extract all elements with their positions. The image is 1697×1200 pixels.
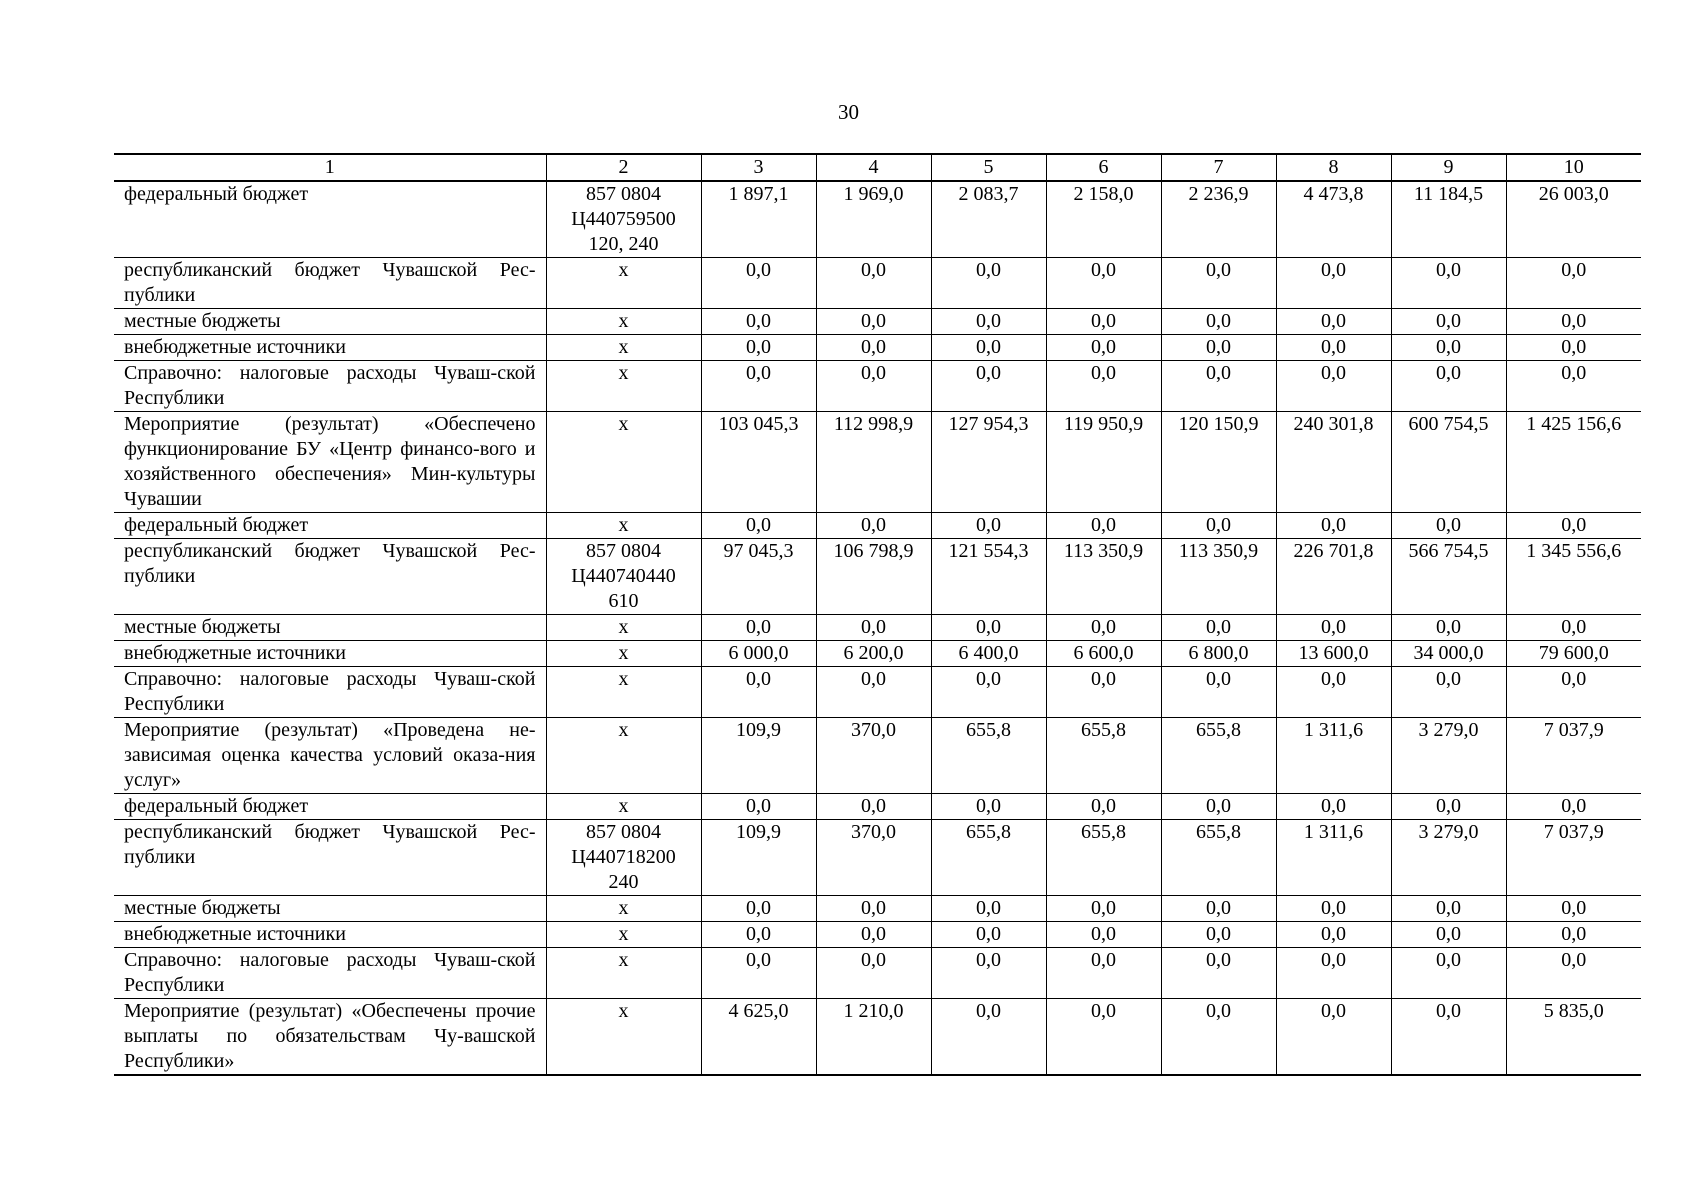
value-cell: 106 798,9 [816, 539, 931, 615]
column-header: 2 [546, 154, 701, 181]
value-cell: 0,0 [1276, 513, 1391, 539]
row-name: внебюджетные источники [114, 922, 546, 948]
column-header: 4 [816, 154, 931, 181]
row-name: федеральный бюджет [114, 794, 546, 820]
value-cell: 0,0 [701, 335, 816, 361]
value-cell: 0,0 [1046, 615, 1161, 641]
row-name: внебюджетные источники [114, 335, 546, 361]
value-cell: 0,0 [816, 513, 931, 539]
value-cell: 4 625,0 [701, 999, 816, 1076]
table-row [114, 999, 1641, 1076]
value-cell: 0,0 [1391, 896, 1506, 922]
value-cell: 0,0 [1506, 615, 1641, 641]
table-row [114, 615, 1641, 641]
value-cell: 0,0 [701, 896, 816, 922]
row-name: Справочно: налоговые расходы Чуваш-ской Республики [114, 361, 546, 412]
value-cell: 0,0 [1276, 361, 1391, 412]
table-row [114, 667, 1641, 718]
budget-code-line: 610 [608, 590, 639, 612]
value-cell: 0,0 [1046, 896, 1161, 922]
table-row [114, 896, 1641, 922]
value-cell: 0,0 [701, 794, 816, 820]
value-cell: 79 600,0 [1506, 641, 1641, 667]
value-cell: 0,0 [1046, 513, 1161, 539]
value-cell: 0,0 [816, 258, 931, 309]
row-name: федеральный бюджет [114, 513, 546, 539]
table-row [114, 258, 1641, 309]
value-cell: 0,0 [1161, 948, 1276, 999]
value-cell: 0,0 [1506, 922, 1641, 948]
value-cell: 13 600,0 [1276, 641, 1391, 667]
table-row [114, 309, 1641, 335]
budget-code [546, 718, 701, 794]
budget-code [546, 641, 701, 667]
row-name: республиканский бюджет Чувашской Рес-публики [114, 820, 546, 896]
value-cell: 0,0 [931, 361, 1046, 412]
value-cell: 0,0 [1506, 258, 1641, 309]
value-cell: 26 003,0 [1506, 181, 1641, 258]
value-cell: 0,0 [701, 667, 816, 718]
value-cell: 0,0 [1161, 922, 1276, 948]
value-cell: 127 954,3 [931, 412, 1046, 513]
table-row [114, 335, 1641, 361]
value-cell: 0,0 [1161, 896, 1276, 922]
value-cell: 0,0 [1161, 309, 1276, 335]
header-row [114, 154, 1641, 181]
value-cell: 0,0 [1046, 922, 1161, 948]
value-cell: 0,0 [1391, 513, 1506, 539]
budget-code-line: 857 0804 [586, 183, 661, 205]
value-cell: 97 045,3 [701, 539, 816, 615]
value-cell: 0,0 [1391, 794, 1506, 820]
budget-code-line: х [618, 259, 629, 281]
table-row [114, 412, 1641, 513]
budget-code-line: Ц440718200 [571, 846, 676, 868]
value-cell: 1 425 156,6 [1506, 412, 1641, 513]
budget-code [546, 820, 701, 896]
value-cell: 0,0 [1391, 615, 1506, 641]
budget-code [546, 896, 701, 922]
value-cell: 0,0 [1046, 335, 1161, 361]
value-cell: 0,0 [1046, 258, 1161, 309]
value-cell: 0,0 [1391, 999, 1506, 1076]
value-cell: 0,0 [1046, 361, 1161, 412]
budget-code [546, 999, 701, 1076]
budget-code [546, 309, 701, 335]
value-cell: 0,0 [1391, 309, 1506, 335]
row-name: местные бюджеты [114, 896, 546, 922]
budget-code-line: 240 [608, 871, 639, 893]
budget-code-line: 857 0804 [586, 540, 661, 562]
value-cell: 655,8 [931, 718, 1046, 794]
value-cell: 1 311,6 [1276, 820, 1391, 896]
table-row [114, 641, 1641, 667]
budget-code-line: Ц440759500 [571, 208, 676, 230]
value-cell: 112 998,9 [816, 412, 931, 513]
value-cell: 0,0 [1391, 922, 1506, 948]
row-name: республиканский бюджет Чувашской Рес-публики [114, 539, 546, 615]
value-cell: 11 184,5 [1391, 181, 1506, 258]
value-cell: 109,9 [701, 820, 816, 896]
value-cell: 6 200,0 [816, 641, 931, 667]
row-name: Мероприятие (результат) «Обеспечено функционирование БУ «Центр финансо-вого и хозяйственного обеспечения» Мин-культуры Чувашии [114, 412, 546, 513]
column-header: 1 [114, 154, 546, 181]
budget-code [546, 258, 701, 309]
value-cell: 0,0 [1276, 309, 1391, 335]
value-cell: 2 083,7 [931, 181, 1046, 258]
value-cell: 0,0 [816, 948, 931, 999]
budget-code [546, 922, 701, 948]
budget-code-line: 120, 240 [588, 233, 659, 255]
budget-code [546, 513, 701, 539]
value-cell: 0,0 [931, 667, 1046, 718]
table-body [114, 181, 1641, 1075]
value-cell: 655,8 [1161, 820, 1276, 896]
column-header: 5 [931, 154, 1046, 181]
value-cell: 6 800,0 [1161, 641, 1276, 667]
value-cell: 1 969,0 [816, 181, 931, 258]
budget-code-line: х [618, 719, 629, 741]
budget-code [546, 539, 701, 615]
value-cell: 0,0 [1276, 667, 1391, 718]
budget-code [546, 794, 701, 820]
value-cell: 0,0 [1391, 335, 1506, 361]
value-cell: 2 158,0 [1046, 181, 1161, 258]
value-cell: 0,0 [816, 667, 931, 718]
value-cell: 0,0 [816, 896, 931, 922]
value-cell: 3 279,0 [1391, 820, 1506, 896]
column-header: 10 [1506, 154, 1641, 181]
value-cell: 0,0 [1276, 948, 1391, 999]
table-row [114, 948, 1641, 999]
value-cell: 0,0 [701, 361, 816, 412]
value-cell: 600 754,5 [1391, 412, 1506, 513]
budget-code-line: х [618, 413, 629, 435]
value-cell: 0,0 [816, 615, 931, 641]
column-header: 7 [1161, 154, 1276, 181]
budget-code-line: х [618, 362, 629, 384]
value-cell: 1 311,6 [1276, 718, 1391, 794]
column-header: 9 [1391, 154, 1506, 181]
value-cell: 1 345 556,6 [1506, 539, 1641, 615]
value-cell: 370,0 [816, 718, 931, 794]
value-cell: 0,0 [1276, 258, 1391, 309]
value-cell: 0,0 [931, 258, 1046, 309]
value-cell: 0,0 [1161, 999, 1276, 1076]
value-cell: 0,0 [1161, 615, 1276, 641]
value-cell: 0,0 [1506, 896, 1641, 922]
value-cell: 0,0 [1161, 513, 1276, 539]
budget-code-line: х [618, 949, 629, 971]
value-cell: 0,0 [701, 922, 816, 948]
row-name: местные бюджеты [114, 309, 546, 335]
budget-code [546, 335, 701, 361]
budget-code-line: х [618, 514, 629, 536]
value-cell: 0,0 [1046, 948, 1161, 999]
table-row [114, 922, 1641, 948]
budget-code-line: Ц440740440 [571, 565, 676, 587]
value-cell: 0,0 [701, 615, 816, 641]
value-cell: 0,0 [931, 309, 1046, 335]
value-cell: 370,0 [816, 820, 931, 896]
value-cell: 0,0 [1046, 999, 1161, 1076]
column-header: 6 [1046, 154, 1161, 181]
row-name: Справочно: налоговые расходы Чуваш-ской Республики [114, 667, 546, 718]
page-number: 30 [838, 100, 859, 124]
row-name: республиканский бюджет Чувашской Рес-публики [114, 258, 546, 309]
value-cell: 7 037,9 [1506, 820, 1641, 896]
value-cell: 113 350,9 [1161, 539, 1276, 615]
table-row [114, 361, 1641, 412]
value-cell: 0,0 [1276, 896, 1391, 922]
value-cell: 240 301,8 [1276, 412, 1391, 513]
value-cell: 0,0 [1046, 794, 1161, 820]
value-cell: 0,0 [1506, 335, 1641, 361]
value-cell: 0,0 [1391, 258, 1506, 309]
value-cell: 0,0 [1506, 948, 1641, 999]
value-cell: 655,8 [931, 820, 1046, 896]
value-cell: 0,0 [1161, 667, 1276, 718]
row-name: Мероприятие (результат) «Проведена не-зависимая оценка качества условий оказа-ния услуг» [114, 718, 546, 794]
value-cell: 0,0 [816, 794, 931, 820]
budget-code [546, 948, 701, 999]
value-cell: 6 000,0 [701, 641, 816, 667]
value-cell: 0,0 [1506, 361, 1641, 412]
value-cell: 1 210,0 [816, 999, 931, 1076]
value-cell: 0,0 [1276, 999, 1391, 1076]
value-cell: 0,0 [1161, 361, 1276, 412]
value-cell: 0,0 [1276, 794, 1391, 820]
table-row [114, 181, 1641, 258]
value-cell: 5 835,0 [1506, 999, 1641, 1076]
row-name: федеральный бюджет [114, 181, 546, 258]
value-cell: 0,0 [1506, 794, 1641, 820]
budget-code-line: 857 0804 [586, 821, 661, 843]
value-cell: 0,0 [1276, 335, 1391, 361]
value-cell: 0,0 [931, 513, 1046, 539]
budget-code [546, 615, 701, 641]
value-cell: 120 150,9 [1161, 412, 1276, 513]
value-cell: 655,8 [1161, 718, 1276, 794]
budget-code-line: х [618, 642, 629, 664]
value-cell: 0,0 [1046, 309, 1161, 335]
budget-code [546, 361, 701, 412]
value-cell: 4 473,8 [1276, 181, 1391, 258]
row-name: Мероприятие (результат) «Обеспечены прочие выплаты по обязательствам Чу-вашской Республики» [114, 999, 546, 1076]
value-cell: 0,0 [1046, 667, 1161, 718]
value-cell: 0,0 [816, 309, 931, 335]
value-cell: 655,8 [1046, 820, 1161, 896]
value-cell: 0,0 [931, 896, 1046, 922]
value-cell: 2 236,9 [1161, 181, 1276, 258]
value-cell: 6 400,0 [931, 641, 1046, 667]
value-cell: 0,0 [931, 794, 1046, 820]
value-cell: 103 045,3 [701, 412, 816, 513]
value-cell: 0,0 [816, 335, 931, 361]
budget-code-line: х [618, 897, 629, 919]
value-cell: 0,0 [1391, 948, 1506, 999]
budget-code-line: х [618, 616, 629, 638]
budget-code [546, 181, 701, 258]
value-cell: 0,0 [931, 615, 1046, 641]
value-cell: 0,0 [1276, 922, 1391, 948]
table-row [114, 794, 1641, 820]
table-row [114, 718, 1641, 794]
value-cell: 566 754,5 [1391, 539, 1506, 615]
value-cell: 3 279,0 [1391, 718, 1506, 794]
value-cell: 6 600,0 [1046, 641, 1161, 667]
table-row [114, 513, 1641, 539]
value-cell: 0,0 [1506, 667, 1641, 718]
value-cell: 0,0 [816, 361, 931, 412]
budget-code-line: х [618, 923, 629, 945]
value-cell: 0,0 [701, 309, 816, 335]
column-header: 3 [701, 154, 816, 181]
value-cell: 0,0 [1161, 258, 1276, 309]
value-cell: 1 897,1 [701, 181, 816, 258]
table-row [114, 539, 1641, 615]
value-cell: 34 000,0 [1391, 641, 1506, 667]
value-cell: 0,0 [1506, 309, 1641, 335]
budget-table [114, 153, 1641, 1076]
budget-code-line: х [618, 310, 629, 332]
budget-code [546, 412, 701, 513]
budget-code-line: х [618, 795, 629, 817]
value-cell: 655,8 [1046, 718, 1161, 794]
value-cell: 0,0 [701, 948, 816, 999]
budget-code-line: х [618, 668, 629, 690]
value-cell: 226 701,8 [1276, 539, 1391, 615]
value-cell: 0,0 [931, 335, 1046, 361]
value-cell: 0,0 [1391, 667, 1506, 718]
budget-code-line: х [618, 336, 629, 358]
value-cell: 0,0 [701, 258, 816, 309]
value-cell: 0,0 [1391, 361, 1506, 412]
value-cell: 0,0 [1276, 615, 1391, 641]
row-name: Справочно: налоговые расходы Чуваш-ской Республики [114, 948, 546, 999]
value-cell: 119 950,9 [1046, 412, 1161, 513]
value-cell: 0,0 [816, 922, 931, 948]
value-cell: 0,0 [1161, 794, 1276, 820]
row-name: местные бюджеты [114, 615, 546, 641]
column-header: 8 [1276, 154, 1391, 181]
value-cell: 0,0 [1506, 513, 1641, 539]
value-cell: 0,0 [931, 948, 1046, 999]
value-cell: 7 037,9 [1506, 718, 1641, 794]
value-cell: 113 350,9 [1046, 539, 1161, 615]
budget-code-line: х [618, 1000, 629, 1022]
budget-code [546, 667, 701, 718]
value-cell: 0,0 [1161, 335, 1276, 361]
value-cell: 121 554,3 [931, 539, 1046, 615]
row-name: внебюджетные источники [114, 641, 546, 667]
value-cell: 109,9 [701, 718, 816, 794]
value-cell: 0,0 [931, 922, 1046, 948]
value-cell: 0,0 [931, 999, 1046, 1076]
table-row [114, 820, 1641, 896]
value-cell: 0,0 [701, 513, 816, 539]
